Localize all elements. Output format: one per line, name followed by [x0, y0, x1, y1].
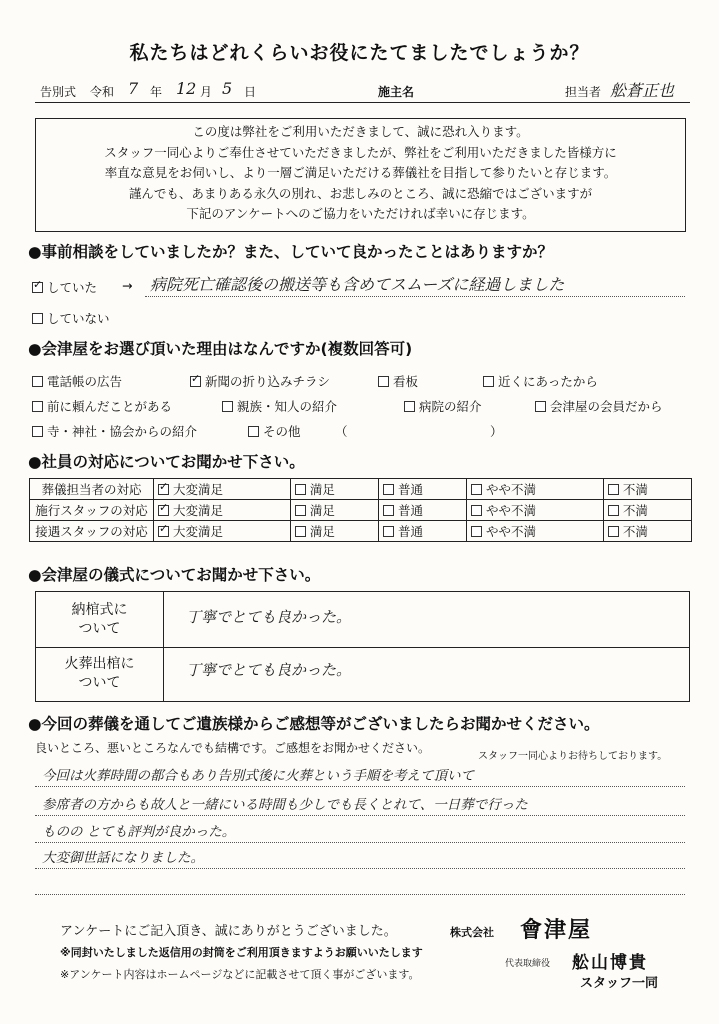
choice-somewhat-dissatisfied[interactable]: [466, 521, 603, 542]
ceremony-type-label: 告別式: [40, 85, 77, 99]
year-value[interactable]: 7: [128, 79, 139, 98]
reason-label: 電話帳の広告: [47, 374, 123, 389]
choice-label: やや不満: [485, 524, 536, 539]
comment-rule: [35, 842, 685, 843]
intro-line-4: 謹んでも、あまりある永久の別れ、お悲しみのところ、誠に恐縮ではございますが: [128, 185, 593, 201]
checkbox-icon[interactable]: [32, 376, 43, 387]
month-unit: 月: [200, 85, 213, 99]
q5-heading: ●今回の葬儀を通してご遺族様からご感想等がございましたらお聞かせください。: [28, 715, 600, 733]
reason-label: 近くにあったから: [498, 374, 598, 389]
q2-heading: ●会津屋をお選び頂いた理由はなんですか(複数回答可): [28, 340, 413, 358]
choice-neutral[interactable]: [378, 521, 466, 542]
comment-rule: [35, 868, 685, 869]
footer-note-website: ※アンケート内容はホームページなどに記載させて頂く事がございます。: [60, 968, 420, 981]
comment-line-4[interactable]: 大変御世話になりました。: [42, 850, 204, 866]
row-label-service-staff: 施行スタッフの対応: [30, 500, 154, 521]
staff-response-table: [29, 478, 692, 542]
reason-label: 新聞の折り込みチラシ: [205, 374, 331, 389]
row-label-funeral-director: 葬儀担当者の対応: [30, 479, 154, 500]
intro-line-1: この度は弊社をご利用いただきまして、誠に恐れ入ります。: [192, 124, 529, 139]
checkbox-icon[interactable]: [404, 401, 415, 412]
reason-option-member[interactable]: [535, 397, 663, 415]
company-prefix: 株式会社: [450, 926, 494, 939]
checkbox-icon[interactable]: [295, 526, 306, 537]
choice-neutral[interactable]: [378, 500, 466, 521]
footer-note-envelope: ※同封いたしました返信用の封筒をご利用頂きますようお願いいたします: [60, 946, 423, 959]
year-unit: 年: [150, 85, 163, 99]
ceremony-feedback-box: [35, 591, 690, 702]
cremation-answer[interactable]: 丁寧でとても良かった。: [186, 661, 352, 679]
q1-answer-text[interactable]: 病院死亡確認後の搬送等も含めてスムーズに経過しました: [150, 275, 565, 294]
checkbox-icon[interactable]: [471, 526, 482, 537]
comment-line-3[interactable]: ものの とても評判が良かった。: [42, 824, 236, 840]
q4-heading: ●会津屋の儀式についてお聞かせ下さい。: [28, 566, 321, 584]
checkbox-icon[interactable]: [383, 484, 394, 495]
staff-all-signature: スタッフ一同: [580, 976, 659, 991]
q1-option-yes[interactable]: [32, 278, 97, 296]
encoffining-label-line1: 納棺式に: [71, 601, 128, 618]
representative-title: 代表取締役: [505, 959, 551, 969]
day-unit: 日: [244, 85, 257, 99]
reason-label: 会津屋の会員だから: [550, 399, 663, 414]
choice-very-satisfied[interactable]: [154, 500, 291, 521]
representative-name: 舩山博貴: [572, 953, 648, 973]
company-name-logo: 會津屋: [520, 917, 593, 943]
q1-option-no[interactable]: [32, 309, 110, 327]
checkbox-checked-icon[interactable]: [158, 484, 169, 495]
month-value[interactable]: 12: [176, 79, 197, 98]
staff-label: 担当者: [565, 85, 602, 99]
choice-label: 満足: [309, 524, 335, 539]
checkbox-icon[interactable]: [383, 505, 394, 516]
cremation-label-line1: 火葬出棺に: [64, 656, 135, 672]
reason-option-used-before[interactable]: [32, 397, 172, 415]
footer-thanks: アンケートにご記入頂き、誠にありがとうございました。: [60, 924, 397, 939]
checkbox-icon[interactable]: [248, 426, 259, 437]
checkbox-icon[interactable]: [295, 484, 306, 495]
q1-option-no-label: していない: [47, 311, 110, 326]
choice-satisfied[interactable]: [290, 500, 378, 521]
choice-very-satisfied[interactable]: [154, 521, 291, 542]
q1-answer-line: [145, 296, 685, 297]
choice-label: 不満: [622, 524, 648, 539]
reason-label: 前に頼んだことがある: [47, 399, 173, 414]
staff-name-value[interactable]: 舩蒼正也: [610, 81, 675, 100]
choice-somewhat-dissatisfied[interactable]: [466, 479, 603, 500]
q5-staff-note: スタッフ一同心よりお待ちしております。: [478, 751, 668, 762]
checkbox-icon[interactable]: [535, 401, 546, 412]
choice-label: 不満: [622, 503, 648, 518]
encoffining-label-line2: ついて: [78, 620, 121, 637]
reason-label: 病院の紹介: [419, 399, 482, 414]
day-value[interactable]: 5: [222, 79, 233, 98]
reason-label: 寺・神社・協会からの紹介: [47, 424, 198, 439]
checkbox-checked-icon[interactable]: [158, 505, 169, 516]
era-label: 令和: [90, 85, 115, 99]
choice-label: 普通: [397, 524, 423, 539]
choice-label: 普通: [397, 482, 423, 497]
checkbox-icon[interactable]: [378, 376, 389, 387]
reason-label: 親族・知人の紹介: [237, 399, 338, 414]
encoffining-row: [36, 592, 689, 648]
q3-heading: ●社員の対応についてお聞かせ下さい。: [28, 453, 305, 471]
checkbox-checked-icon[interactable]: [190, 376, 201, 387]
choice-satisfied[interactable]: [290, 521, 378, 542]
choice-label: 不満: [622, 482, 648, 497]
reason-option-referral[interactable]: [222, 397, 337, 415]
checkbox-icon[interactable]: [383, 526, 394, 537]
reason-label: その他: [263, 424, 301, 439]
q1-heading: ●事前相談をしていましたか？また、していて良かったことはありますか？: [28, 243, 554, 261]
row-label-reception-staff: 接遇スタッフの対応: [30, 521, 154, 542]
checkbox-icon[interactable]: [471, 505, 482, 516]
checkbox-checked-icon[interactable]: [158, 526, 169, 537]
checkbox-icon[interactable]: [471, 484, 482, 495]
comment-rule: [35, 815, 685, 816]
reason-option-newspaper-flyer[interactable]: [190, 372, 330, 390]
checkbox-icon[interactable]: [32, 401, 43, 412]
reason-option-temple[interactable]: [32, 422, 197, 440]
table-row: [30, 479, 692, 500]
reason-label: 看板: [393, 374, 419, 389]
choice-satisfied[interactable]: [290, 479, 378, 500]
other-paren-close: ）: [490, 424, 503, 439]
choice-label: やや不満: [485, 482, 536, 497]
choice-dissatisfied[interactable]: [603, 479, 691, 500]
page-title: 私たちはどれくらいお役にたてましたでしょうか？: [129, 42, 590, 64]
q1-option-yes-label: していた: [47, 280, 98, 295]
checkbox-icon[interactable]: [222, 401, 233, 412]
table-row: [30, 521, 692, 542]
choice-label: やや不満: [485, 503, 536, 518]
intro-message-box: [35, 118, 686, 232]
cremation-label: [36, 647, 164, 701]
checkbox-icon[interactable]: [295, 505, 306, 516]
cremation-label-line2: ついて: [78, 675, 121, 691]
checkbox-icon[interactable]: [32, 313, 43, 324]
intro-line-3: 率直な意見をお伺いし、より一層ご満足いただける葬儀社を目指して参りたいと存じます。: [104, 165, 617, 180]
choice-label: 大変満足: [173, 482, 224, 497]
choice-label: 大変満足: [173, 524, 224, 539]
choice-somewhat-dissatisfied[interactable]: [466, 500, 603, 521]
checkbox-checked-icon[interactable]: [32, 282, 43, 293]
q5-subtext: 良いところ、悪いところなんでも結構です。ご感想をお聞かせください。: [35, 741, 431, 755]
reason-option-signboard[interactable]: [378, 372, 418, 390]
table-row: [30, 500, 692, 521]
intro-line-5: 下記のアンケートへのご協力をいただければ幸いに存じます。: [186, 206, 535, 221]
cremation-row: [36, 647, 689, 701]
encoffining-label: [36, 592, 164, 647]
reason-option-hospital[interactable]: [404, 397, 482, 415]
checkbox-icon[interactable]: [608, 505, 619, 516]
checkbox-icon[interactable]: [608, 526, 619, 537]
intro-line-2: スタッフ一同心よりご奉仕させていただきましたが、弊社をご利用いただきました皆様方に: [104, 144, 617, 160]
arrow-icon: →: [122, 278, 133, 293]
checkbox-icon[interactable]: [608, 484, 619, 495]
choice-label: 満足: [309, 503, 335, 518]
choice-neutral[interactable]: [378, 479, 466, 500]
reason-option-nearby[interactable]: [483, 372, 598, 390]
choice-label: 普通: [397, 503, 423, 518]
comment-rule: [35, 786, 685, 787]
reason-option-other[interactable]: [248, 422, 301, 440]
other-paren-open: （: [335, 424, 348, 439]
encoffining-answer[interactable]: 丁寧でとても良かった。: [186, 608, 352, 626]
header-underline: [35, 102, 690, 103]
comment-line-1[interactable]: 今回は火葬時間の都合もあり告別式後に火葬という手順を考えて頂いて: [42, 768, 474, 784]
choice-label: 大変満足: [173, 503, 224, 518]
choice-dissatisfied[interactable]: [603, 500, 691, 521]
checkbox-icon[interactable]: [483, 376, 494, 387]
host-name-label: 施主名: [378, 85, 415, 99]
choice-label: 満足: [309, 482, 335, 497]
choice-very-satisfied[interactable]: [154, 479, 291, 500]
reason-option-phonebook[interactable]: [32, 372, 122, 390]
comment-line-2[interactable]: 参席者の方からも故人と一緒にいる時間も少しでも長くとれて、一日葬で行った: [42, 797, 528, 813]
comment-rule: [35, 894, 685, 895]
checkbox-icon[interactable]: [32, 426, 43, 437]
choice-dissatisfied[interactable]: [603, 521, 691, 542]
